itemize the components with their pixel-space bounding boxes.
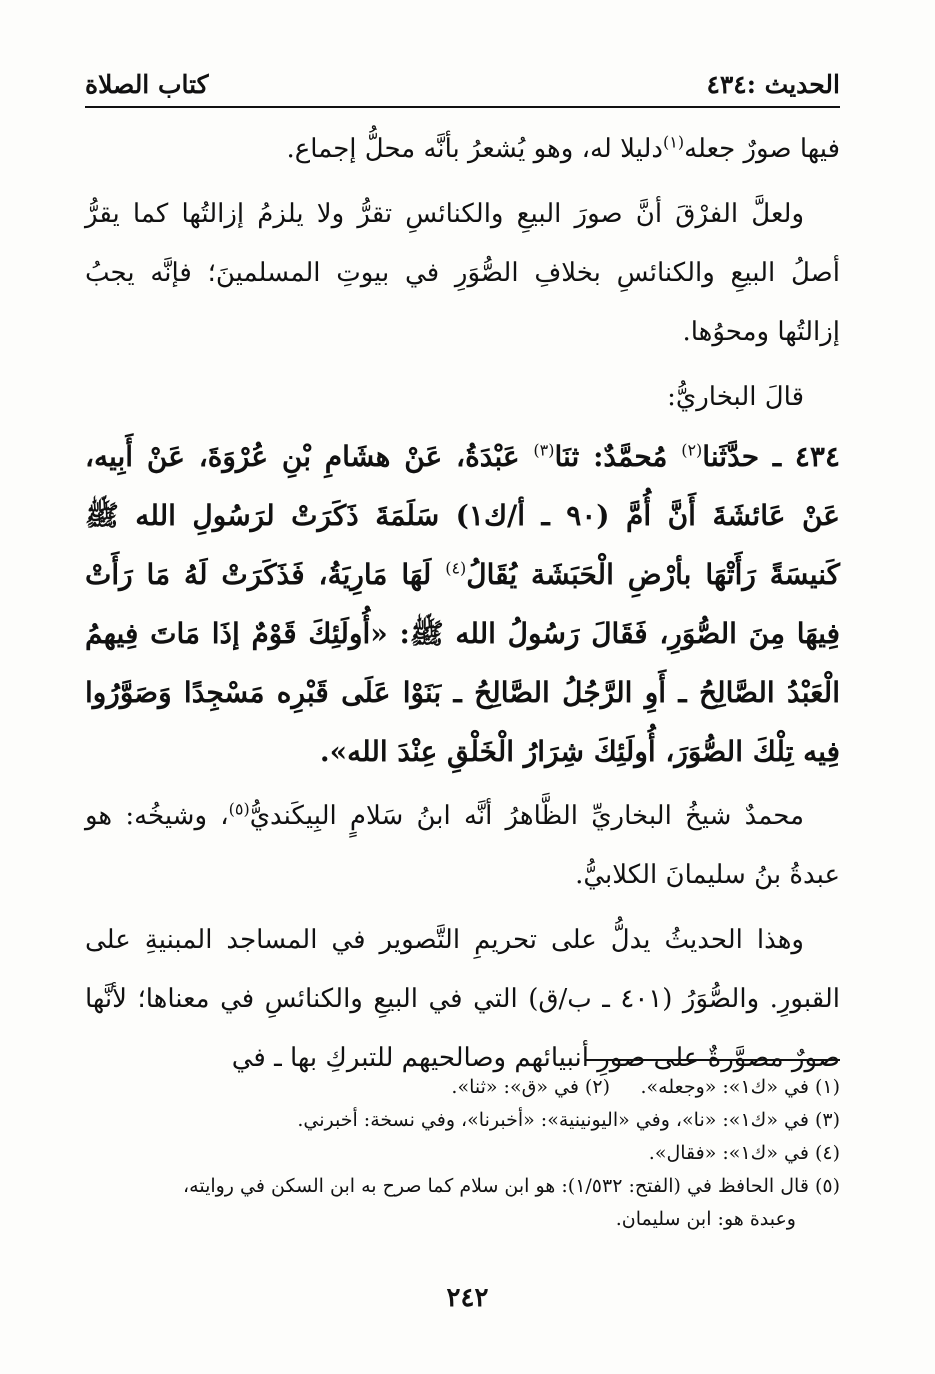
footnote-2: (٢) في «ق»: «ثنا». bbox=[451, 1076, 610, 1098]
paragraph-1-rest: دليلا له، وهو يُشعرُ بأنَّه محلُّ إجماع. bbox=[286, 134, 663, 164]
footnote-4: (٤) في «ك١»: «فقال». bbox=[648, 1142, 840, 1164]
hadith-number: ٤٣٤ ـ حدَّثَنا bbox=[702, 440, 841, 473]
footnote-1: (١) في «ك١»: «وجعله». bbox=[640, 1076, 840, 1098]
hadith-narrator: مُحمَّدٌ: ثنَا bbox=[554, 440, 682, 473]
footnote-divider bbox=[585, 1059, 840, 1061]
footnotes bbox=[85, 1071, 840, 1236]
header-book-title: كتاب الصلاة bbox=[85, 69, 209, 99]
hadith-text bbox=[85, 427, 840, 781]
page-number: ٢٤٢ bbox=[446, 1283, 489, 1313]
paragraph-bukhari-said: قالَ البخاريُّ: bbox=[667, 382, 804, 412]
footnote-ref-1: (١) bbox=[662, 132, 685, 152]
running-header bbox=[85, 64, 840, 104]
footnote-ref-3: (٣) bbox=[533, 440, 555, 460]
footnote-5-continued: وعبدة هو: ابن سليمان. bbox=[615, 1208, 796, 1230]
main-text bbox=[85, 120, 840, 1088]
header-hadith-number: الحديث :٤٣٤ bbox=[706, 69, 840, 99]
footnote-5: (٥) قال الحافظ في (الفتح: ١/٥٣٢): هو ابن سلام كما صرح به ابن السكن في روايته، bbox=[183, 1175, 840, 1197]
commentary-rest: ، وشيخُه: هو عبدةُ بنُ سليمانَ الكلابيُّ. bbox=[85, 801, 840, 890]
paragraph-2: ولعلَّ الفرْقَ أنَّ صورَ البيعِ والكنائسِ تقرُّ ولا يلزمُ إزالتُها كما يقرُّ أصلُ البيعِ والكنائسِ بخلافِ الصُّوَرِ في بيوتِ المسلمينَ؛ فإنَّه يجبُ إزالتُها ومحوُها. bbox=[85, 199, 840, 347]
hadith-matn: لَهَا مَارِيَةُ، فَذَكَرَتْ لَهُ مَا رَأَتْ فِيهَا مِنَ الصُّوَرِ، فَقَالَ رَسُولُ الله ﷺ: «أُولَئِكَ قَوْمٌ إذَا مَاتَ فِيهمُ الْعَبْدُ الصَّالِحُ ـ أَوِ الرَّجُلُ الصَّالِحُ ـ بَنَوْا عَلَى قَبْرِه مَسْجِدًا وَصَوَّرُوا فِيه تِلْكَ الصُّوَرَ، أُولَئِكَ شِرَارُ الْخَلْقِ عِنْدَ الله». bbox=[85, 558, 841, 768]
footnote-ref-4: (٤) bbox=[445, 558, 467, 578]
paragraph-1-text: فيها صورٌ جعله bbox=[684, 134, 840, 164]
paragraph-ruling: وهذا الحديثُ يدلُّ على تحريمِ التَّصوير في المساجد المبنيةِ على القبورِ. والصُّوَرُ (٤٠١ ـ ب/ق) التي في البيعِ والكنائسِ في معناها؛ لأنَّها صورٌ مصوَّرةٌ على صورِ أنبيائهم وصالحيهم للتبركِ بها ـ في bbox=[85, 925, 841, 1073]
footnote-ref-5: (٥) bbox=[228, 799, 250, 819]
header-divider bbox=[85, 106, 840, 108]
paragraph-commentary bbox=[85, 787, 840, 905]
footnote-3: (٣) في «ك١»: «نا»، وفي «اليونينية»: «أخبرنا»، وفي نسخة: أخبرني. bbox=[297, 1109, 840, 1131]
commentary-text: محمدٌ شيخُ البخاريِّ الظَّاهرُ أنَّه ابنُ سَلامٍ البِيكَنديُّ bbox=[249, 801, 804, 831]
footnote-ref-2: (٢) bbox=[681, 440, 703, 460]
footnote-row-1 bbox=[85, 1071, 840, 1104]
paragraph-1 bbox=[85, 120, 840, 179]
hadith-chain: عَبْدَةُ، عَنْ هشَامِ بْنِ عُرْوَةَ، عَنْ أَبِيه، عَنْ عَائشَةَ أَنَّ أُمَّ (٩٠ ـ أ/ك١) سَلَمَةَ ذَكَرَتْ لرَسُولِ الله ﷺ كَنيسَةً رَأَتْهَا بأرْضِ الْحَبَشَة يُقَالُ bbox=[85, 440, 840, 591]
